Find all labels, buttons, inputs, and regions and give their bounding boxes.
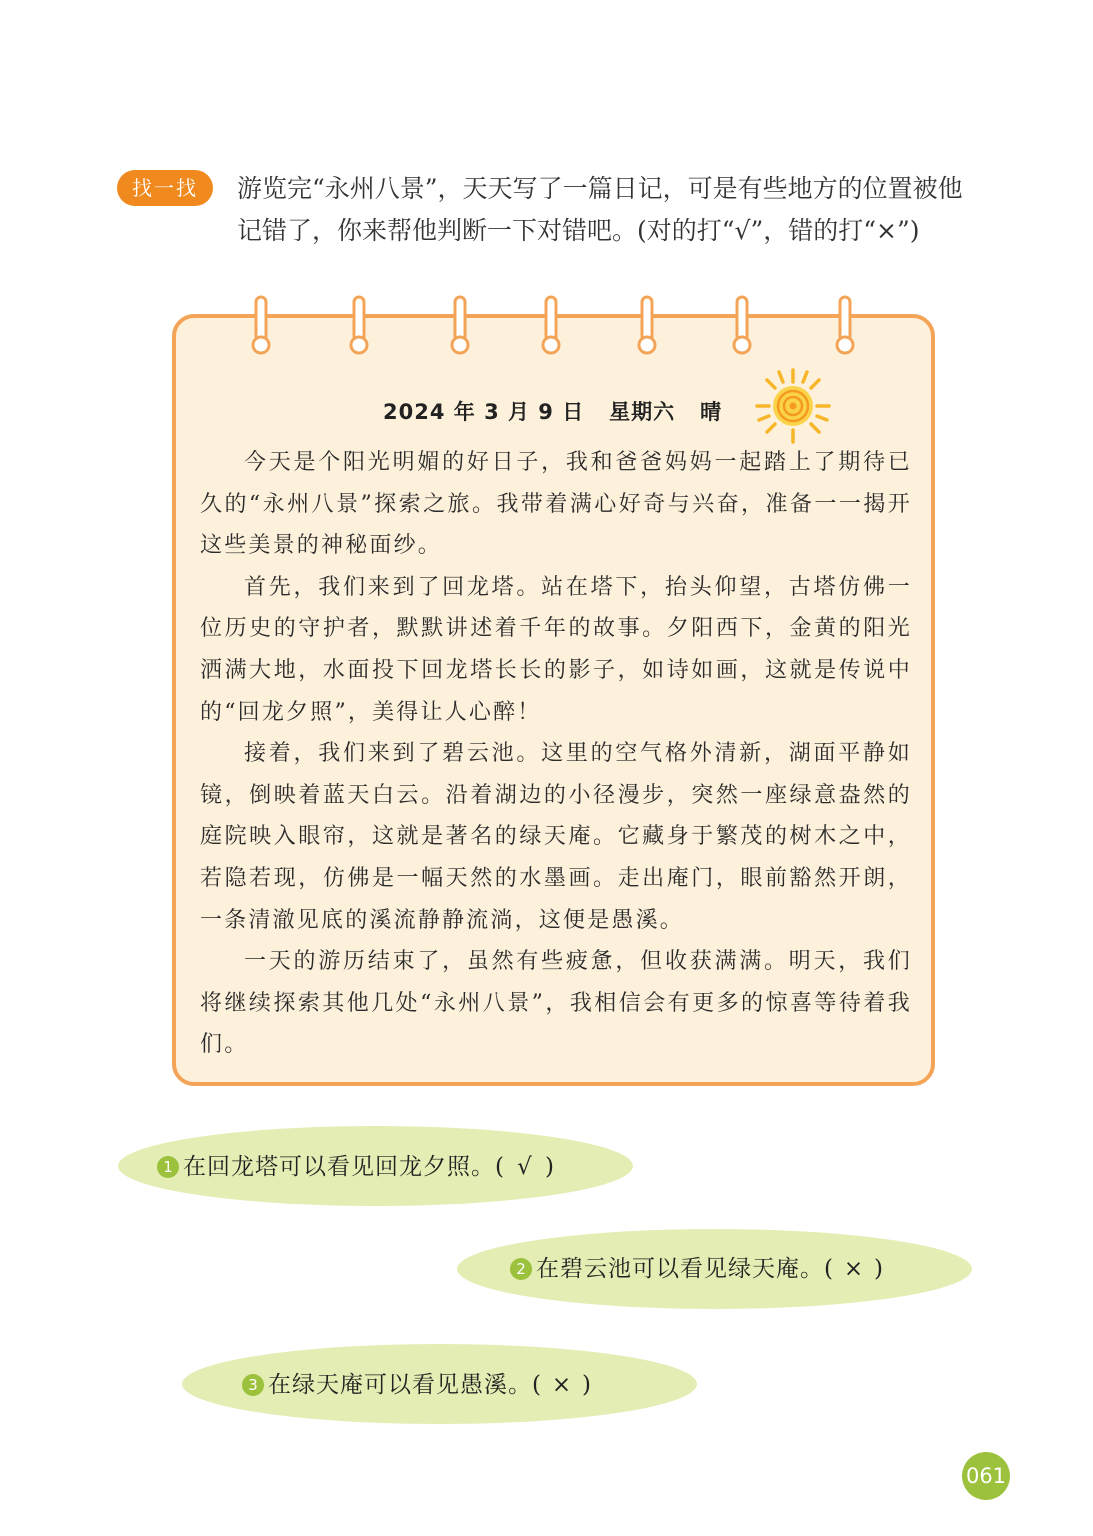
question-item bbox=[242, 1370, 592, 1400]
answer-blank[interactable]: √ bbox=[517, 1154, 533, 1180]
binder-ring-icon bbox=[348, 295, 370, 357]
binder-ring-icon bbox=[731, 295, 753, 357]
question-number: 2 bbox=[510, 1258, 532, 1280]
answer-blank[interactable]: × bbox=[551, 1372, 573, 1398]
close-paren: ) bbox=[544, 1154, 555, 1180]
question-text: 在回龙塔可以看见回龙夕照。( bbox=[183, 1154, 505, 1180]
diary-date: 2024 年 3 月 9 日 星期六 晴 bbox=[383, 400, 723, 424]
question-item bbox=[157, 1152, 555, 1182]
page-number: 061 bbox=[962, 1452, 1010, 1500]
diary-paragraph: 今天是个阳光明媚的好日子，我和爸爸妈妈一起踏上了期待已久的“永州八景”探索之旅。我带着满心好奇与兴奋，准备一一揭开这些美景的神秘面纱。 bbox=[200, 450, 912, 559]
sun-icon bbox=[753, 366, 833, 446]
binder-ring-icon bbox=[540, 295, 562, 357]
instruction-line-1: 游览完“永州八景”，天天写了一篇日记，可是有些地方的位置被他 bbox=[237, 174, 963, 203]
instruction-text bbox=[237, 168, 997, 252]
instruction-line-2: 记错了，你来帮他判断一下对错吧。(对的打“√”，错的打“×”) bbox=[237, 216, 920, 245]
question-item bbox=[510, 1254, 884, 1284]
close-paren: ) bbox=[581, 1372, 592, 1398]
question-text: 在绿天庵可以看见愚溪。( bbox=[268, 1372, 542, 1398]
binder-ring-icon bbox=[250, 295, 272, 357]
diary-paragraph: 一天的游历结束了，虽然有些疲惫，但收获满满。明天，我们将继续探索其他几处“永州八景”，我相信会有更多的惊喜等待着我们。 bbox=[200, 949, 912, 1058]
section-badge: 找一找 bbox=[117, 170, 213, 206]
answer-blank[interactable]: × bbox=[843, 1256, 865, 1282]
question-number: 1 bbox=[157, 1156, 179, 1178]
diary-body bbox=[200, 442, 912, 1066]
binder-ring-icon bbox=[834, 295, 856, 357]
question-number: 3 bbox=[242, 1374, 264, 1396]
question-text: 在碧云池可以看见绿天庵。( bbox=[536, 1256, 834, 1282]
binder-ring-icon bbox=[636, 295, 658, 357]
diary-paragraph: 首先，我们来到了回龙塔。站在塔下，抬头仰望，古塔仿佛一位历史的守护者，默默讲述着千年的故事。夕阳西下，金黄的阳光洒满大地，水面投下回龙塔长长的影子，如诗如画，这就是传说中的“回龙夕照”，美得让人心醉！ bbox=[200, 574, 912, 725]
close-paren: ) bbox=[873, 1256, 884, 1282]
binder-ring-icon bbox=[449, 295, 471, 357]
diary-paragraph: 接着，我们来到了碧云池。这里的空气格外清新，湖面平静如镜，倒映着蓝天白云。沿着湖边的小径漫步，突然一座绿意盎然的庭院映入眼帘，这就是著名的绿天庵。它藏身于繁茂的树木之中，若隐若现，仿佛是一幅天然的水墨画。走出庵门，眼前豁然开朗，一条清澈见底的溪流静静流淌，这便是愚溪。 bbox=[200, 741, 912, 933]
